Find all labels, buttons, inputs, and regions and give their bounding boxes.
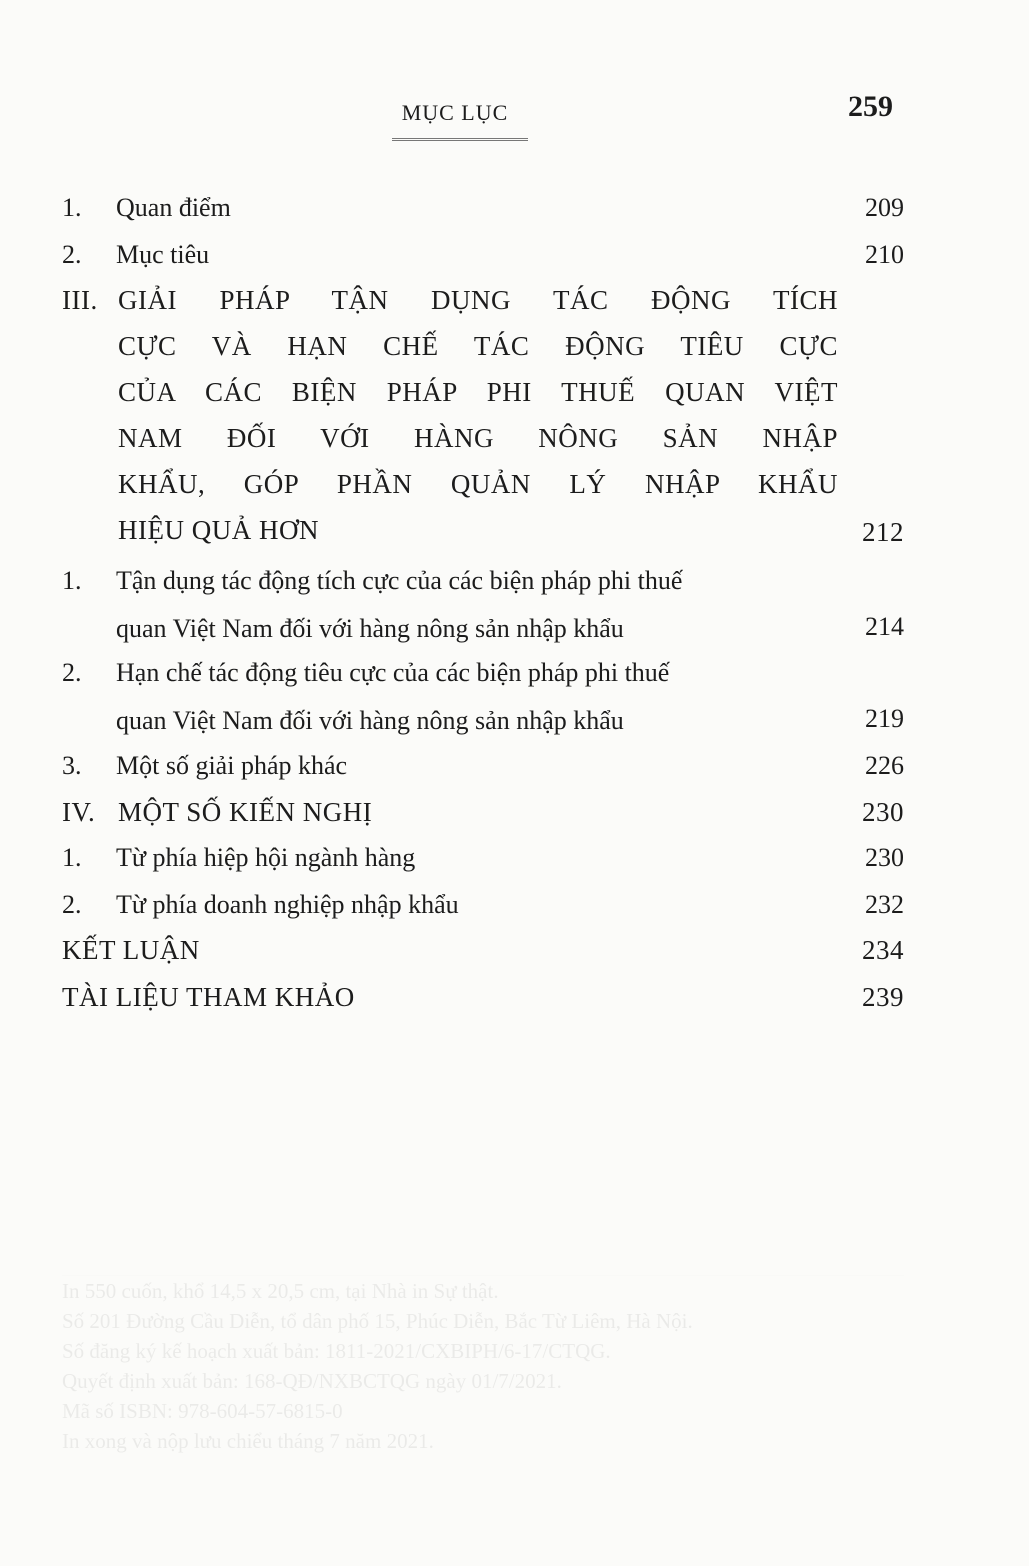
toc-section-title-line: CỦA CÁC BIỆN PHÁP PHI THUẾ QUAN VIỆT <box>118 377 838 407</box>
toc-entry-title: Từ phía hiệp hội ngành hàng <box>116 843 416 872</box>
toc-entry-page: 209 <box>865 193 904 222</box>
toc-entry-title: Quan điểm <box>116 193 231 222</box>
toc-entry-title-line: Hạn chế tác động tiêu cực của các biện pháp phi thuế <box>116 658 670 687</box>
imprint-show-through <box>62 1275 904 1456</box>
toc-section-page: 212 <box>862 517 904 547</box>
imprint-line: In 550 cuốn, khổ 14,5 x 20,5 cm, tại Nhà in Sự thật. <box>62 1279 499 1303</box>
imprint-line: Mã số ISBN: 978-604-57-6815-0 <box>62 1399 343 1423</box>
toc-entry-number: 2. <box>62 240 82 269</box>
toc-entry-title-line: Tận dụng tác động tích cực của các biện pháp phi thuế <box>116 566 683 595</box>
toc-entry-title: KẾT LUẬN <box>62 935 200 965</box>
toc-entry-title <box>116 658 796 754</box>
imprint-line: Số đăng ký kế hoạch xuất bản: 1811-2021/CXBIPH/6-17/CTQG. <box>62 1339 611 1363</box>
toc-section-number: III. <box>62 285 98 315</box>
imprint-line: Số 201 Đường Cầu Diễn, tổ dân phố 15, Phúc Diễn, Bắc Từ Liêm, Hà Nội. <box>62 1309 693 1333</box>
toc-entry-title: TÀI LIỆU THAM KHẢO <box>62 982 355 1012</box>
toc-entry-page: 219 <box>865 704 904 733</box>
toc-section-title-line: KHẨU, GÓP PHẦN QUẢN LÝ NHẬP KHẨU <box>118 469 838 499</box>
toc-entry-number: 2. <box>62 658 82 687</box>
toc-section-title-line: CỰC VÀ HẠN CHẾ TÁC ĐỘNG TIÊU CỰC <box>118 331 838 361</box>
toc-entry-title-line: quan Việt Nam đối với hàng nông sản nhập khẩu <box>116 706 624 735</box>
toc-entry-page: 230 <box>865 843 904 872</box>
toc-entry-number: 1. <box>62 193 82 222</box>
toc-entry-number: 2. <box>62 890 82 919</box>
imprint-line: In xong và nộp lưu chiểu tháng 7 năm 2021. <box>62 1429 434 1453</box>
toc-entry-number: 1. <box>62 843 82 872</box>
toc-section-number: IV. <box>62 797 96 827</box>
page-number: 259 <box>848 90 893 123</box>
toc-entry-title: Mục tiêu <box>116 240 210 269</box>
toc-entry-title <box>116 566 796 662</box>
header-rule <box>392 138 528 141</box>
toc-section-title: MỘT SỐ KIẾN NGHỊ <box>118 797 373 827</box>
toc-entry-page: 214 <box>865 612 904 641</box>
toc-entry-number: 3. <box>62 751 82 780</box>
toc-entry-number: 1. <box>62 566 82 595</box>
running-header-title: MỤC LỤC <box>401 100 509 125</box>
toc-section-title-line: NAM ĐỐI VỚI HÀNG NÔNG SẢN NHẬP <box>118 423 838 453</box>
toc-section-title-line: GIẢI PHÁP TẬN DỤNG TÁC ĐỘNG TÍCH <box>118 285 838 315</box>
imprint-line: Quyết định xuất bản: 168-QĐ/NXBCTQG ngày 01/7/2021. <box>62 1369 562 1393</box>
toc-entry-page: 232 <box>865 890 904 919</box>
toc-entry-page: 210 <box>865 240 904 269</box>
toc-entry-title: Một số giải pháp khác <box>116 751 348 780</box>
toc-entry-page: 226 <box>865 751 904 780</box>
toc-entry-page: 234 <box>862 935 904 965</box>
toc-section-title-line: HIỆU QUẢ HƠN <box>118 515 319 545</box>
toc-section-page: 230 <box>862 797 904 827</box>
toc-entry-page: 239 <box>862 982 904 1012</box>
toc-section-title <box>118 285 838 561</box>
toc-entry-title: Từ phía doanh nghiệp nhập khẩu <box>116 890 459 919</box>
toc-entry-title-line: quan Việt Nam đối với hàng nông sản nhập khẩu <box>116 614 624 643</box>
